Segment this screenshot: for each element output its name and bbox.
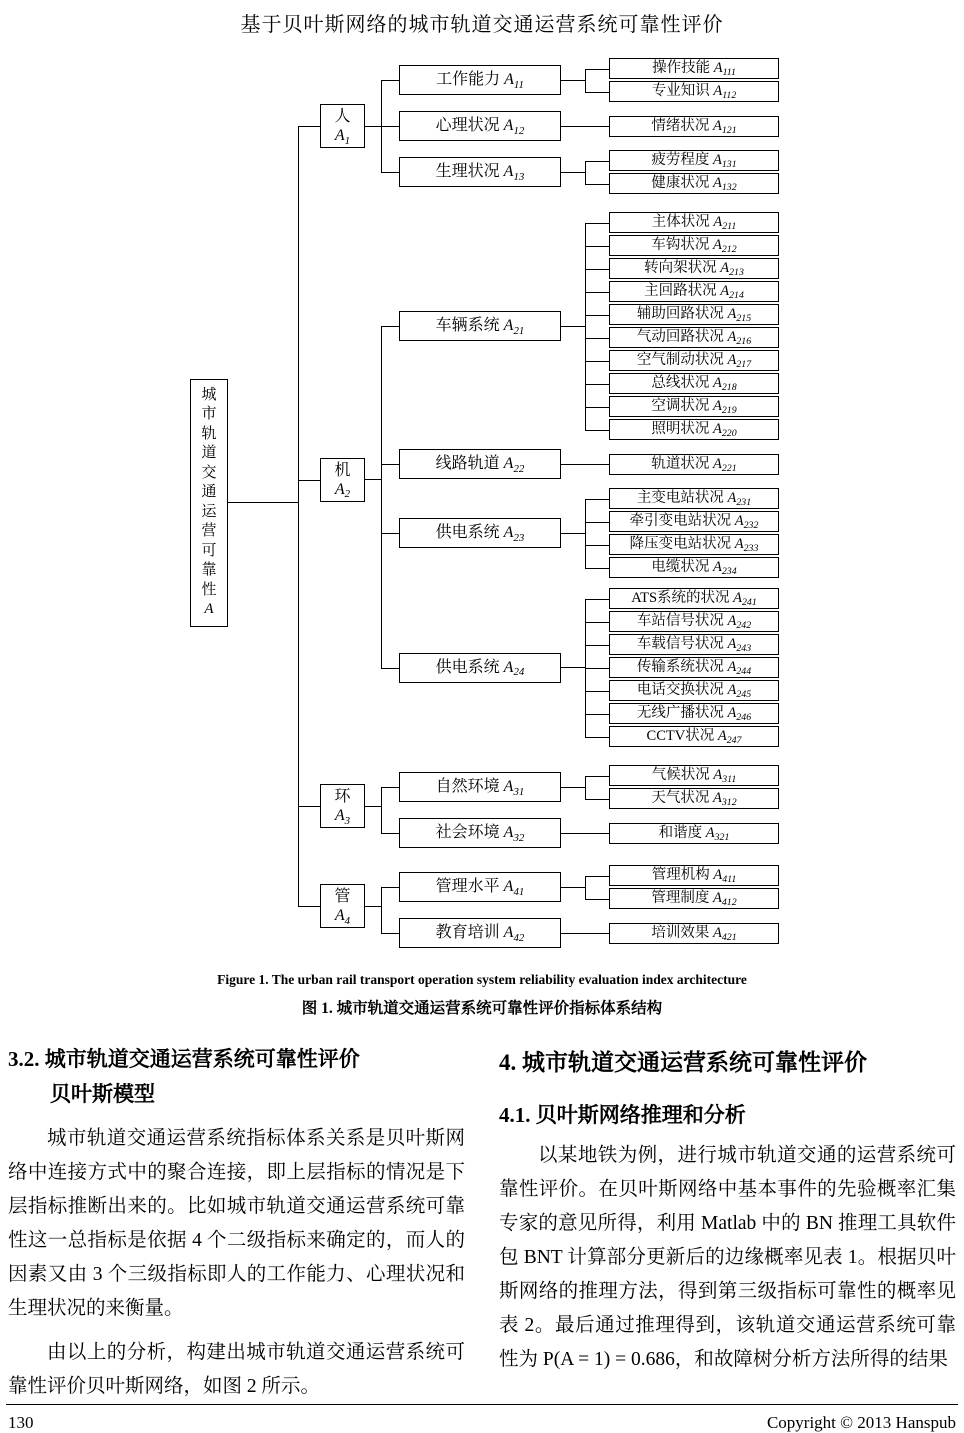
tree-node-A411 [609, 865, 779, 886]
tree-connector-trunk [561, 933, 585, 934]
tree-node-var: $A_{231}$ [727, 490, 752, 509]
tree-node-label: ATS系统的状况 [631, 590, 734, 606]
tree-node-label: 气动回路状况 [636, 329, 728, 345]
tree-node-A4 [320, 884, 365, 928]
section-4-1-paragraph-1: 以某地铁为例，进行城市轨道交通的运营系统可靠性评价。在贝叶斯网络中基本事件的先验概率汇集专家的意见所得，利用 Matlab 中的 BN 推理工具软件包 BNT 计算部分更新后的边缘概率见表 1。根据贝叶斯网络的推理方法，得到第三级指标可靠性的概率见表 2。最后通过推理得到，该轨道交通运营系统可靠性为 P(A = 1) = 0.686，和故障树分析方法所得的结果 [499, 1145, 956, 1370]
tree-node-label: 城 市 轨 道 交 通 运 营 可 靠 性 A [201, 386, 217, 617]
tree-node-var: $A_{246}$ [727, 705, 752, 724]
tree-node-A121 [609, 116, 779, 137]
tree-node-A234 [609, 557, 779, 578]
tree-connector-trunk [228, 502, 298, 503]
tree-node-label: 降压变电站状况 [629, 536, 735, 552]
tree-node-label: 专业知识 [651, 83, 714, 99]
section-3-2-paragraph-1: 城市轨道交通运营系统指标体系关系是贝叶斯网络中连接方式中的聚合连接，即上层指标的情况是下层指标推断出来的。比如城市轨道交通运营系统可靠性这一总指标是依据 4 个二级指标来确定的，而人的因素又由 3 个三级指标即人的工作能力、心理状况和生理状况的来衡量。 [8, 1128, 465, 1319]
tree-node-A246 [609, 703, 779, 724]
text-columns [6, 1042, 958, 1404]
tree-node-label: 电缆状况 [651, 559, 713, 575]
tree-node-label: 生理状况 [435, 163, 504, 180]
tree-connector-trunk [561, 667, 585, 668]
tree-node-var: $A_{421}$ [713, 924, 737, 943]
tree-node-var: $A_2$ [334, 480, 351, 501]
tree-node-label: 管 [334, 888, 351, 905]
tree-node-A232 [609, 511, 779, 532]
tree-node-label: 车站信号状况 [636, 613, 728, 629]
tree-connector-trunk [561, 172, 585, 173]
tree-node-A211 [609, 212, 779, 233]
section-4-heading: 4. 城市轨道交通运营系统可靠性评价 [499, 1050, 867, 1075]
tree-node-label: 管理机构 [651, 867, 714, 883]
tree-node-label: 环 [334, 788, 351, 805]
tree-node-var: $A_{241}$ [733, 590, 757, 609]
tree-node-A112 [609, 81, 779, 102]
section-3-2-heading-line2: 贝叶斯模型 [50, 1082, 155, 1106]
tree-node-var: $A_{218}$ [713, 375, 737, 394]
tree-node-var: $A_{211}$ [713, 214, 737, 233]
tree-node-A32 [399, 818, 561, 848]
tree-node-A22 [399, 449, 561, 479]
tree-node-label: 轨道状况 [651, 455, 713, 472]
figure-caption [6, 972, 958, 1018]
tree-node-var: $A_{42}$ [503, 924, 525, 944]
tree-node-A412 [609, 888, 779, 909]
tree-connector-trunk [365, 806, 381, 807]
tree-node-label: 机 [334, 461, 351, 479]
tree-node-A213 [609, 258, 779, 279]
tree-node-A220 [609, 419, 779, 440]
tree-node-A2 [320, 458, 365, 502]
tree-node-label: 管理水平 [435, 878, 504, 895]
tree-node-var: $A_{244}$ [727, 659, 752, 678]
tree-node-label: 线路轨道 [435, 455, 504, 472]
section-4-1-heading: 4.1. 贝叶斯网络推理和分析 [499, 1103, 746, 1127]
tree-node-A31 [399, 772, 561, 802]
tree-node-var: $A_{312}$ [713, 790, 737, 809]
tree-node-label: 自然环境 [435, 778, 504, 795]
tree-node-var: $A_{132}$ [713, 175, 737, 194]
tree-node-var: $A_{23}$ [503, 524, 525, 544]
tree-node-var: $A_{13}$ [503, 163, 525, 183]
tree-node-A231 [609, 488, 779, 509]
tree-node-A12 [399, 111, 561, 141]
tree-node-var: $A_{32}$ [503, 824, 525, 844]
tree-connector-trunk [365, 906, 381, 907]
tree-node-label: 供电系统 [435, 524, 504, 541]
tree-node-var: $A_{214}$ [720, 283, 744, 302]
figure-1-diagram [190, 49, 958, 956]
tree-node-var: $A_{12}$ [503, 117, 525, 137]
tree-node-var: $A_{111}$ [713, 60, 736, 79]
tree-node-var: $A_{212}$ [713, 237, 737, 256]
tree-node-label: 总线状况 [651, 375, 713, 391]
tree-node-label: 社会环境 [435, 824, 504, 841]
tree-node-label: 车钩状况 [651, 237, 713, 253]
tree-node-var: $A_{216}$ [727, 329, 752, 348]
tree-node-A42 [399, 918, 561, 948]
tree-node-label: 转向架状况 [644, 260, 721, 276]
tree-node-var: $A_4$ [334, 907, 351, 927]
tree-node-A247 [609, 726, 779, 747]
page-footer [6, 1404, 958, 1433]
tree-node-A131 [609, 150, 779, 171]
tree-node-var: $A_{233}$ [734, 536, 759, 555]
tree-node-var: $A_{234}$ [713, 559, 737, 578]
tree-node-label: 管理制度 [651, 890, 713, 906]
page-header-title: 基于贝叶斯网络的城市轨道交通运营系统可靠性评价 [240, 14, 724, 36]
tree-node-var: $A_{21}$ [503, 317, 525, 337]
tree-node-label: 健康状况 [651, 175, 713, 191]
footer-copyright: Copyright © 2013 Hanspub [766, 1413, 956, 1432]
tree-node-var: $A_1$ [334, 127, 351, 147]
tree-connector-trunk [561, 80, 585, 81]
footer-page-number: 130 [8, 1413, 34, 1432]
tree-node-var: $A_{215}$ [727, 306, 752, 325]
tree-connector-trunk [561, 787, 585, 788]
tree-node-A218 [609, 373, 779, 394]
tree-node-var: $A_3$ [334, 807, 351, 827]
tree-node-A219 [609, 396, 779, 417]
right-column [499, 1042, 956, 1377]
tree-node-label: 培训效果 [651, 924, 713, 941]
tree-node-label: 疲劳程度 [651, 152, 713, 168]
tree-node-A233 [609, 534, 779, 555]
tree-connector-trunk [561, 833, 585, 834]
tree-node-A312 [609, 788, 779, 809]
tree-node-label: 主体状况 [651, 214, 714, 230]
tree-connector-trunk [365, 126, 381, 127]
left-column [8, 1042, 465, 1404]
tree-node-A212 [609, 235, 779, 256]
tree-node-root [190, 379, 228, 627]
tree-node-A111 [609, 58, 779, 79]
tree-node-label: 空气制动状况 [636, 352, 728, 368]
tree-node-var: $A_{219}$ [713, 398, 737, 417]
section-3-2-heading-line1: 3.2. 城市轨道交通运营系统可靠性评价 [8, 1047, 360, 1071]
tree-node-A132 [609, 173, 779, 194]
tree-node-label: 天气状况 [651, 790, 713, 806]
tree-node-var: $A_{41}$ [503, 878, 525, 898]
tree-node-var: A [204, 601, 214, 617]
tree-node-var: $A_{31}$ [503, 778, 525, 798]
tree-node-label: 传输系统状况 [636, 659, 728, 675]
tree-connector-trunk [561, 126, 585, 127]
tree-node-label: CCTV状况 [646, 728, 718, 744]
tree-node-var: $A_{131}$ [713, 152, 737, 171]
tree-node-A13 [399, 157, 561, 187]
tree-node-label: 车载信号状况 [636, 636, 728, 652]
tree-node-A41 [399, 872, 561, 902]
tree-node-var: $A_{11}$ [504, 71, 524, 91]
tree-node-var: $A_{112}$ [713, 83, 737, 102]
tree-node-A24 [399, 653, 561, 683]
tree-node-A1 [320, 104, 365, 148]
tree-node-var: $A_{247}$ [717, 728, 742, 747]
tree-node-label: 和谐度 [658, 824, 706, 841]
tree-node-label: 牵引变电站状况 [629, 513, 735, 529]
tree-node-var: $A_{121}$ [713, 117, 737, 136]
tree-connector-trunk [561, 887, 585, 888]
tree-node-A244 [609, 657, 779, 678]
tree-node-A241 [609, 588, 779, 609]
tree-node-label: 电话交换状况 [636, 682, 728, 698]
figure-caption-en: Figure 1. The urban rail transport operation system reliability evaluation index architecture [217, 972, 747, 987]
tree-node-A21 [399, 311, 561, 341]
tree-connector-trunk [561, 326, 585, 327]
tree-node-label: 工作能力 [436, 71, 505, 88]
tree-node-label: 人 [334, 108, 351, 125]
tree-node-A221 [609, 454, 779, 475]
figure-caption-zh: 图 1. 城市轨道交通运营系统可靠性评价指标体系结构 [301, 1000, 663, 1017]
tree-node-A243 [609, 634, 779, 655]
tree-node-var: $A_{232}$ [734, 513, 759, 532]
tree-node-A215 [609, 304, 779, 325]
tree-node-label: 主变电站状况 [636, 490, 728, 506]
tree-node-label: 照明状况 [651, 421, 713, 437]
tree-node-A214 [609, 281, 779, 302]
tree-node-var: $A_{245}$ [727, 682, 752, 701]
tree-connector-trunk [365, 479, 381, 480]
tree-node-label: 情绪状况 [651, 117, 713, 134]
tree-node-A245 [609, 680, 779, 701]
tree-node-label: 辅助回路状况 [636, 306, 728, 322]
tree-node-var: $A_{221}$ [713, 455, 737, 474]
tree-node-A242 [609, 611, 779, 632]
tree-node-var: $A_{311}$ [713, 767, 737, 786]
figure-tree [190, 49, 958, 956]
tree-node-var: $A_{24}$ [503, 658, 525, 679]
tree-node-var: $A_{411}$ [713, 867, 737, 886]
tree-node-label: 心理状况 [435, 117, 504, 134]
tree-node-var: $A_{220}$ [713, 421, 737, 440]
tree-node-var: $A_{243}$ [727, 636, 752, 655]
tree-connector-trunk [561, 464, 585, 465]
tree-node-var: $A_{321}$ [705, 824, 730, 843]
tree-node-label: 无线广播状况 [636, 705, 728, 721]
tree-node-label: 气候状况 [651, 767, 714, 783]
section-3-2-heading [8, 1042, 465, 1112]
tree-node-label: 教育培训 [435, 924, 504, 941]
tree-node-A216 [609, 327, 779, 348]
tree-node-A421 [609, 923, 779, 944]
tree-node-A23 [399, 518, 561, 548]
tree-node-var: $A_{213}$ [720, 260, 744, 279]
tree-node-label: 操作技能 [652, 60, 714, 76]
tree-node-label: 车辆系统 [435, 317, 504, 334]
tree-node-A217 [609, 350, 779, 371]
tree-node-A11 [399, 65, 561, 95]
tree-node-A321 [609, 823, 779, 844]
tree-node-label: 空调状况 [651, 398, 713, 414]
tree-connector-trunk [561, 533, 585, 534]
tree-node-var: $A_{242}$ [727, 613, 752, 632]
tree-node-A311 [609, 765, 779, 786]
tree-node-A3 [320, 784, 365, 828]
tree-node-label: 供电系统 [435, 658, 504, 676]
tree-node-var: $A_{217}$ [727, 352, 752, 371]
tree-node-label: 主回路状况 [644, 283, 721, 299]
tree-node-var: $A_{22}$ [503, 455, 525, 475]
section-3-2-paragraph-2: 由以上的分析，构建出城市轨道交通运营系统可靠性评价贝叶斯网络，如图 2 所示。 [8, 1342, 465, 1397]
tree-node-var: $A_{412}$ [713, 890, 737, 909]
